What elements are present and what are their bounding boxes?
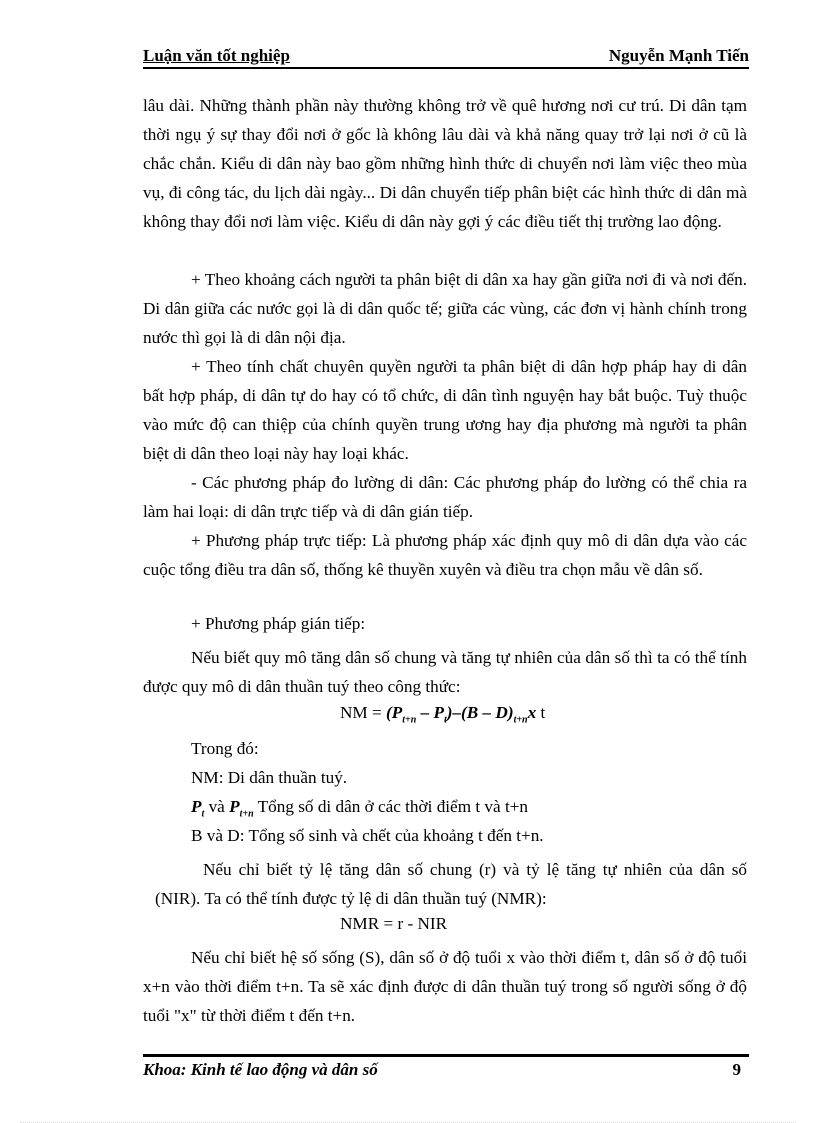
formula-nmr: NMR = r - NIR	[340, 914, 448, 933]
paragraph-nmr-intro: Nếu chỉ biết tỷ lệ tăng dân số chung (r) và tỷ lệ tăng tự nhiên của dân số (NIR). Ta có thể tính được tỷ lệ di dân thuần tuý (NMR):	[155, 860, 747, 908]
paragraph-net-migration-intro: Nếu biết quy mô tăng dân số chung và tăng tự nhiên của dân số thì ta có thể tính được quy mô di dân thuần tuý theo công thức:	[143, 648, 747, 696]
formula-minus-p: – P	[416, 703, 444, 722]
paragraph-measurement-methods: - Các phương pháp đo lường di dân: Các phương pháp đo lường có thể chia ra làm hai loại: di dân trực tiếp và di dân gián tiếp.	[143, 473, 747, 521]
formula-sub-tn2: t+n	[513, 714, 528, 726]
definition-p-text: Tổng số di dân ở các thời điểm t và t+n	[257, 797, 529, 816]
paragraph-indirect-method: + Phương pháp gián tiếp:	[191, 614, 366, 633]
formula-t: t	[540, 703, 546, 722]
footer-faculty: Khoa: Kinh tế lao động và dân số	[143, 1060, 378, 1079]
symbol-p-tn-sub: t+n	[239, 808, 254, 820]
paragraph-direct-method: + Phương pháp trực tiếp: Là phương pháp xác định quy mô di dân dựa vào các cuộc tổng điều tra dân số, thống kê thuyền xuyên và điều tra chọn mẫu về dân số.	[143, 531, 747, 579]
paragraph-migration-types: lâu dài. Những thành phần này thường không trở về quê hương nơi cư trú. Di dân tạm thời ngụ ý sự thay đổi nơi ở gốc là không lâu dài và khả năng quay trở lại nơi ở cũ là chắc chắn. Kiểu di dân này bao gồm những hình thức di chuyển nơi làm việc theo mùa vụ, đi công tác, du lịch dài ngày... Di dân chuyển tiếp phân biệt các hình thức di dân mà không thay đổi nơi làm việc. Kiểu di dân này gợi ý các điều tiết thị trường lao động.	[143, 96, 747, 231]
header-rule	[143, 67, 749, 69]
header-thesis-title: Luận văn tốt nghiệp	[143, 46, 290, 65]
symbol-p-t-sub: t	[201, 808, 205, 820]
footer-rule	[143, 1054, 749, 1057]
paragraph-survival-ratio: Nếu chỉ biết hệ số sống (S), dân số ở độ tuổi x vào thời điểm t, dân số ở độ tuổi x+n vào thời điểm t+n. Ta sẽ xác định được di dân thuần tuý trong số người sống ở độ tuổi "x" từ thời điểm t đến t+n.	[143, 948, 747, 1025]
formula-net-migration	[340, 703, 545, 725]
definition-nm: NM: Di dân thuần tuý.	[191, 768, 348, 787]
page-number: 9	[732, 1060, 741, 1079]
formula-sub-t: t	[443, 714, 447, 726]
symbol-p-t: P	[191, 797, 202, 816]
formula-x: x	[527, 703, 537, 722]
definition-b-d: B và D: Tổng số sinh và chết của khoảng t đến t+n.	[191, 826, 544, 845]
formula-b-minus-d: )–(B – D)	[446, 703, 514, 722]
paragraph-nature: + Theo tính chất chuyên quyền người ta phân biệt di dân hợp pháp hay di dân bất hợp pháp, di dân tự do hay có tổ chức, di dân tình nguyện hay bắt buộc. Tuỳ thuộc vào mức độ can thiệp của chính quyền trung ương hay địa phương mà người ta phân biệt di dân theo loại này hay loại khác.	[143, 357, 747, 463]
page-header	[143, 44, 749, 66]
paragraph-distance: + Theo khoảng cách người ta phân biệt di dân xa hay gần giữa nơi đi và nơi đến. Di dân giữa các nước gọi là di dân quốc tế; giữa các vùng, các đơn vị hành chính trong nước thì gọi là di dân nội địa.	[143, 270, 747, 347]
where-label: Trong đó:	[191, 739, 259, 758]
formula-p-open: (P	[385, 703, 403, 722]
formula-sub-tn: t+n	[402, 714, 417, 726]
formula-nm-lhs: NM =	[340, 703, 382, 722]
and-word: và	[208, 797, 225, 816]
header-author: Nguyễn Mạnh Tiến	[608, 46, 749, 65]
definition-p	[191, 797, 528, 819]
symbol-p-tn: P	[229, 797, 240, 816]
